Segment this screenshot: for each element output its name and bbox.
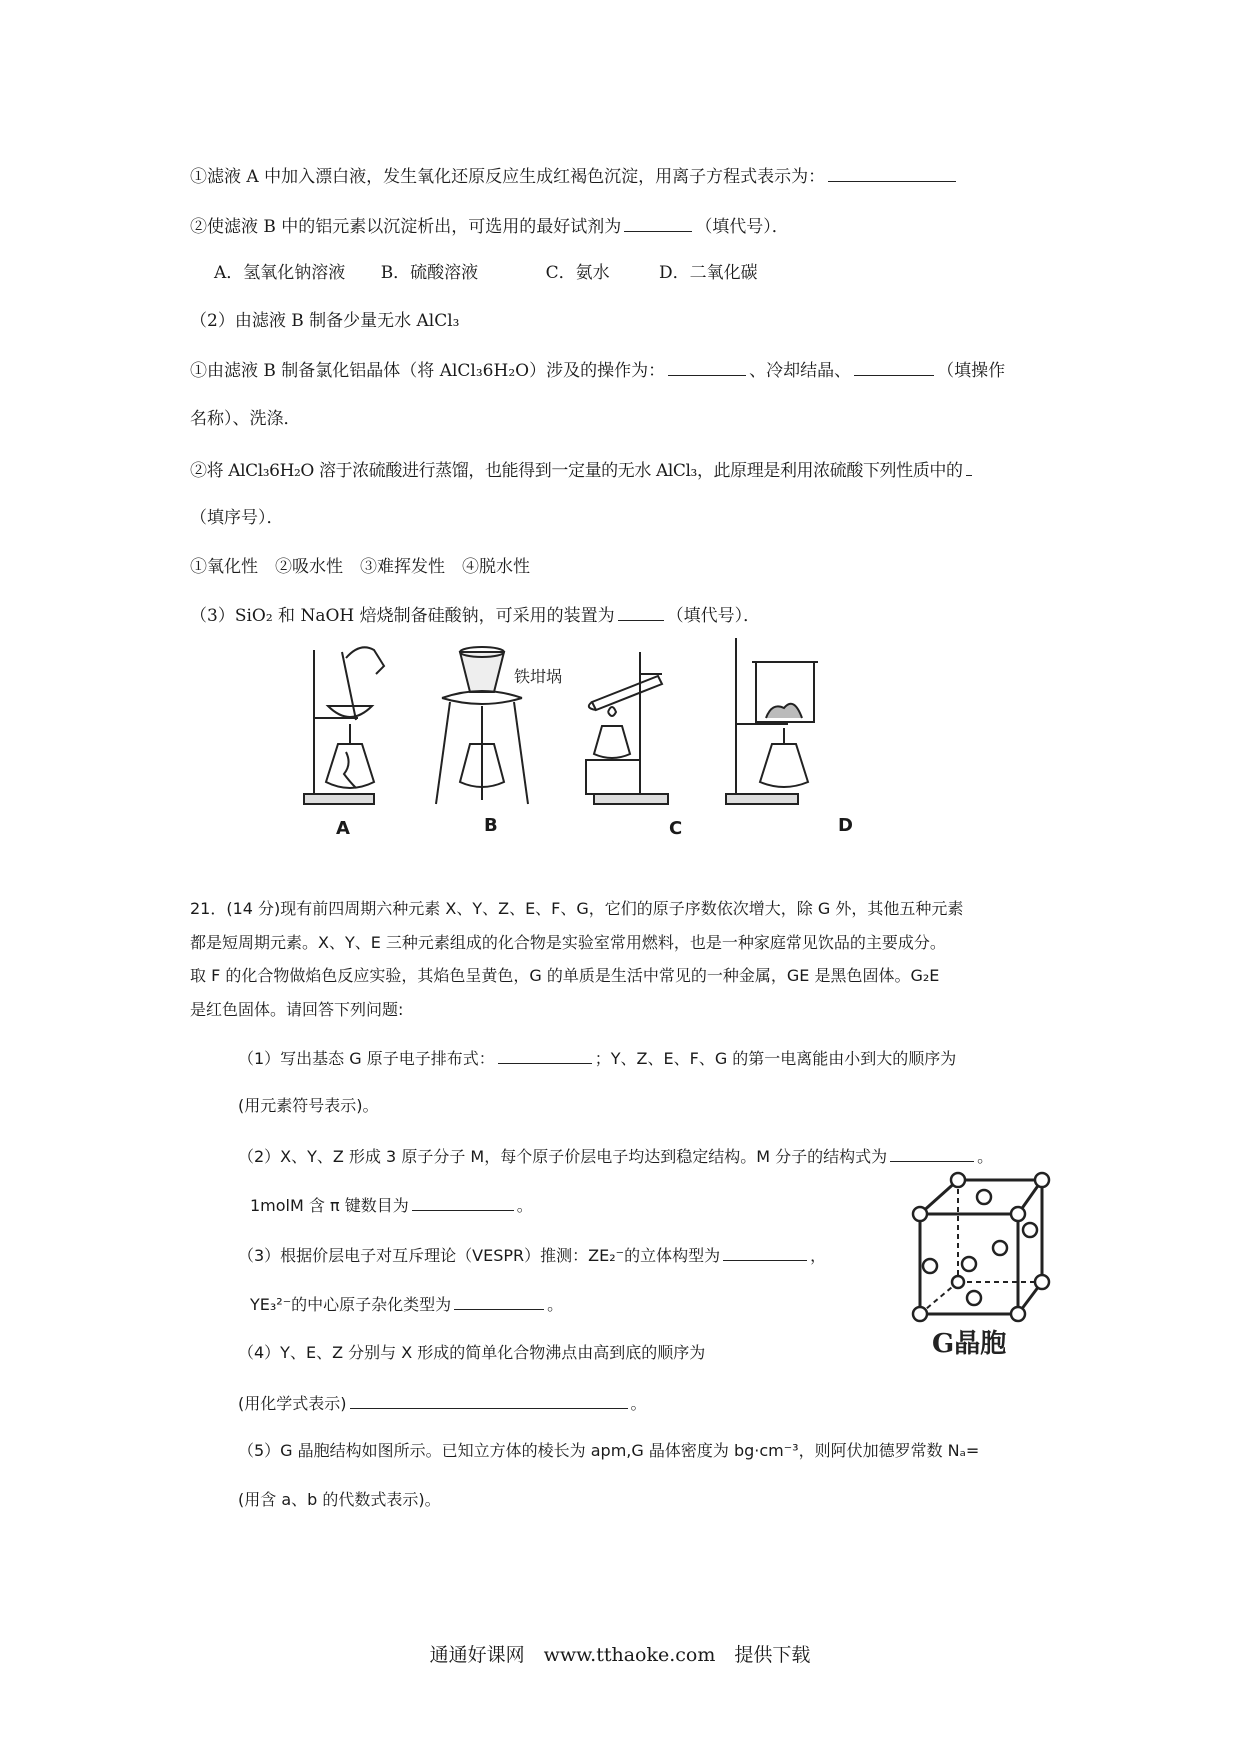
q20-line-3-cont: 名称）、洗涤． xyxy=(190,409,301,429)
option-b: B．硫酸溶液 xyxy=(380,263,479,283)
answer-blank[interactable] xyxy=(890,1143,974,1162)
q20-line-3: ①由滤液 B 制备氯化铝晶体（将 AlCl₃6H₂O）涉及的操作为： 、冷却结晶、 （填操作 xyxy=(190,357,1005,383)
apparatus-a xyxy=(304,647,384,804)
answer-blank[interactable] xyxy=(668,357,746,376)
option-d: D．二氧化碳 xyxy=(659,263,758,283)
answer-blank[interactable] xyxy=(498,1045,592,1064)
page-footer: 通通好课网 www.tthaoke.com 提供下载 xyxy=(429,1644,811,1666)
q20-line-4-cont: （填序号）． xyxy=(190,508,284,528)
apparatus-c xyxy=(586,652,668,804)
label-d: D xyxy=(838,815,853,836)
answer-blank[interactable] xyxy=(966,457,972,476)
q21-sub-5: （5）G 晶胞结构如图所示。已知立方体的棱长为 apm,G 晶体密度为 bg·cm⁻³，则阿伏加德罗常数 Nₐ= xyxy=(238,1441,980,1460)
answer-blank[interactable] xyxy=(723,1242,807,1261)
apparatus-d xyxy=(726,638,818,804)
q20-part-2-heading: （2）由滤液 B 制备少量无水 AlCl₃ xyxy=(190,311,460,331)
q21-sub-4-cont: (用化学式表示) 。 xyxy=(238,1390,647,1416)
answer-blank[interactable] xyxy=(350,1390,628,1409)
q21-stem-3: 取 F 的化合物做焰色反应实验，其焰色呈黄色，G 的单质是生活中常见的一种金属，GE 是黑色固体。G₂E xyxy=(190,966,940,985)
q21-sub-2: （2）X、Y、Z 形成 3 原子分子 M，每个原子价层电子均达到稳定结构。M 分子的结构式为 。 xyxy=(238,1143,993,1169)
q20-line-4: ②将 AlCl₃6H₂O 溶于浓硫酸进行蒸馏，也能得到一定量的无水 AlCl₃，此原理是利用浓硫酸下列性质中的 xyxy=(190,457,975,483)
q21-sub-5-cont: (用含 a、b 的代数式表示)。 xyxy=(238,1490,441,1509)
answer-blank[interactable] xyxy=(828,163,956,182)
q21-sub-4: （4）Y、E、Z 分别与 X 形成的简单化合物沸点由高到底的顺序为 xyxy=(238,1343,706,1362)
unit-cell-label: G晶胞 xyxy=(932,1329,1007,1359)
q21-sub-3: （3）根据价层电子对互斥理论（VESPR）推测：ZE₂⁻的立体构型为 ， xyxy=(238,1242,826,1268)
label-c: C xyxy=(669,818,683,839)
answer-blank[interactable] xyxy=(854,357,934,376)
q20-line-1: ①滤液 A 中加入漂白液，发生氧化还原反应生成红褐色沉淀，用离子方程式表示为： xyxy=(190,163,959,189)
answer-blank[interactable] xyxy=(454,1291,544,1310)
q21-stem-4: 是红色固体。请回答下列问题: xyxy=(190,1000,404,1019)
answer-blank[interactable] xyxy=(412,1192,514,1211)
q21-stem-2: 都是短周期元素。X、Y、E 三种元素组成的化合物是实验室常用燃料，也是一种家庭常见饮品的主要成分。 xyxy=(190,933,946,952)
unit-cell-figure xyxy=(900,1170,1060,1360)
label-b: B xyxy=(484,815,498,836)
q20-part-3: （3）SiO₂ 和 NaOH 焙烧制备硅酸钠，可采用的装置为 （填代号）． xyxy=(190,602,760,628)
apparatus-figure xyxy=(290,632,910,842)
q20-line-2: ②使滤液 B 中的铝元素以沉淀析出，可选用的最好试剂为 （填代号）． xyxy=(190,213,789,239)
q20-properties: ①氧化性 ②吸水性 ③难挥发性 ④脱水性 xyxy=(190,557,530,577)
q21-sub-2-cont: 1molM 含 π 键数目为 。 xyxy=(250,1192,533,1218)
q20-options xyxy=(214,261,758,285)
q21-stem-1: 21．(14 分)现有前四周期六种元素 X、Y、Z、E、F、G，它们的原子序数依次增大，除 G 外，其他五种元素 xyxy=(190,899,964,918)
option-c: C．氨水 xyxy=(545,263,610,283)
q21-sub-1: （1）写出基态 G 原子电子排布式： ；Y、Z、E、F、G 的第一电离能由小到大的顺序为 xyxy=(238,1045,956,1071)
option-a: A．氢氧化钠溶液 xyxy=(214,263,346,283)
label-a: A xyxy=(336,818,350,839)
answer-blank[interactable] xyxy=(618,602,664,621)
answer-blank[interactable] xyxy=(624,213,692,232)
q21-sub-1-cont: (用元素符号表示)。 xyxy=(238,1096,379,1115)
crucible-caption: 铁坩埚 xyxy=(514,669,563,686)
q21-sub-3-cont: YE₃²⁻的中心原子杂化类型为 。 xyxy=(250,1291,563,1317)
